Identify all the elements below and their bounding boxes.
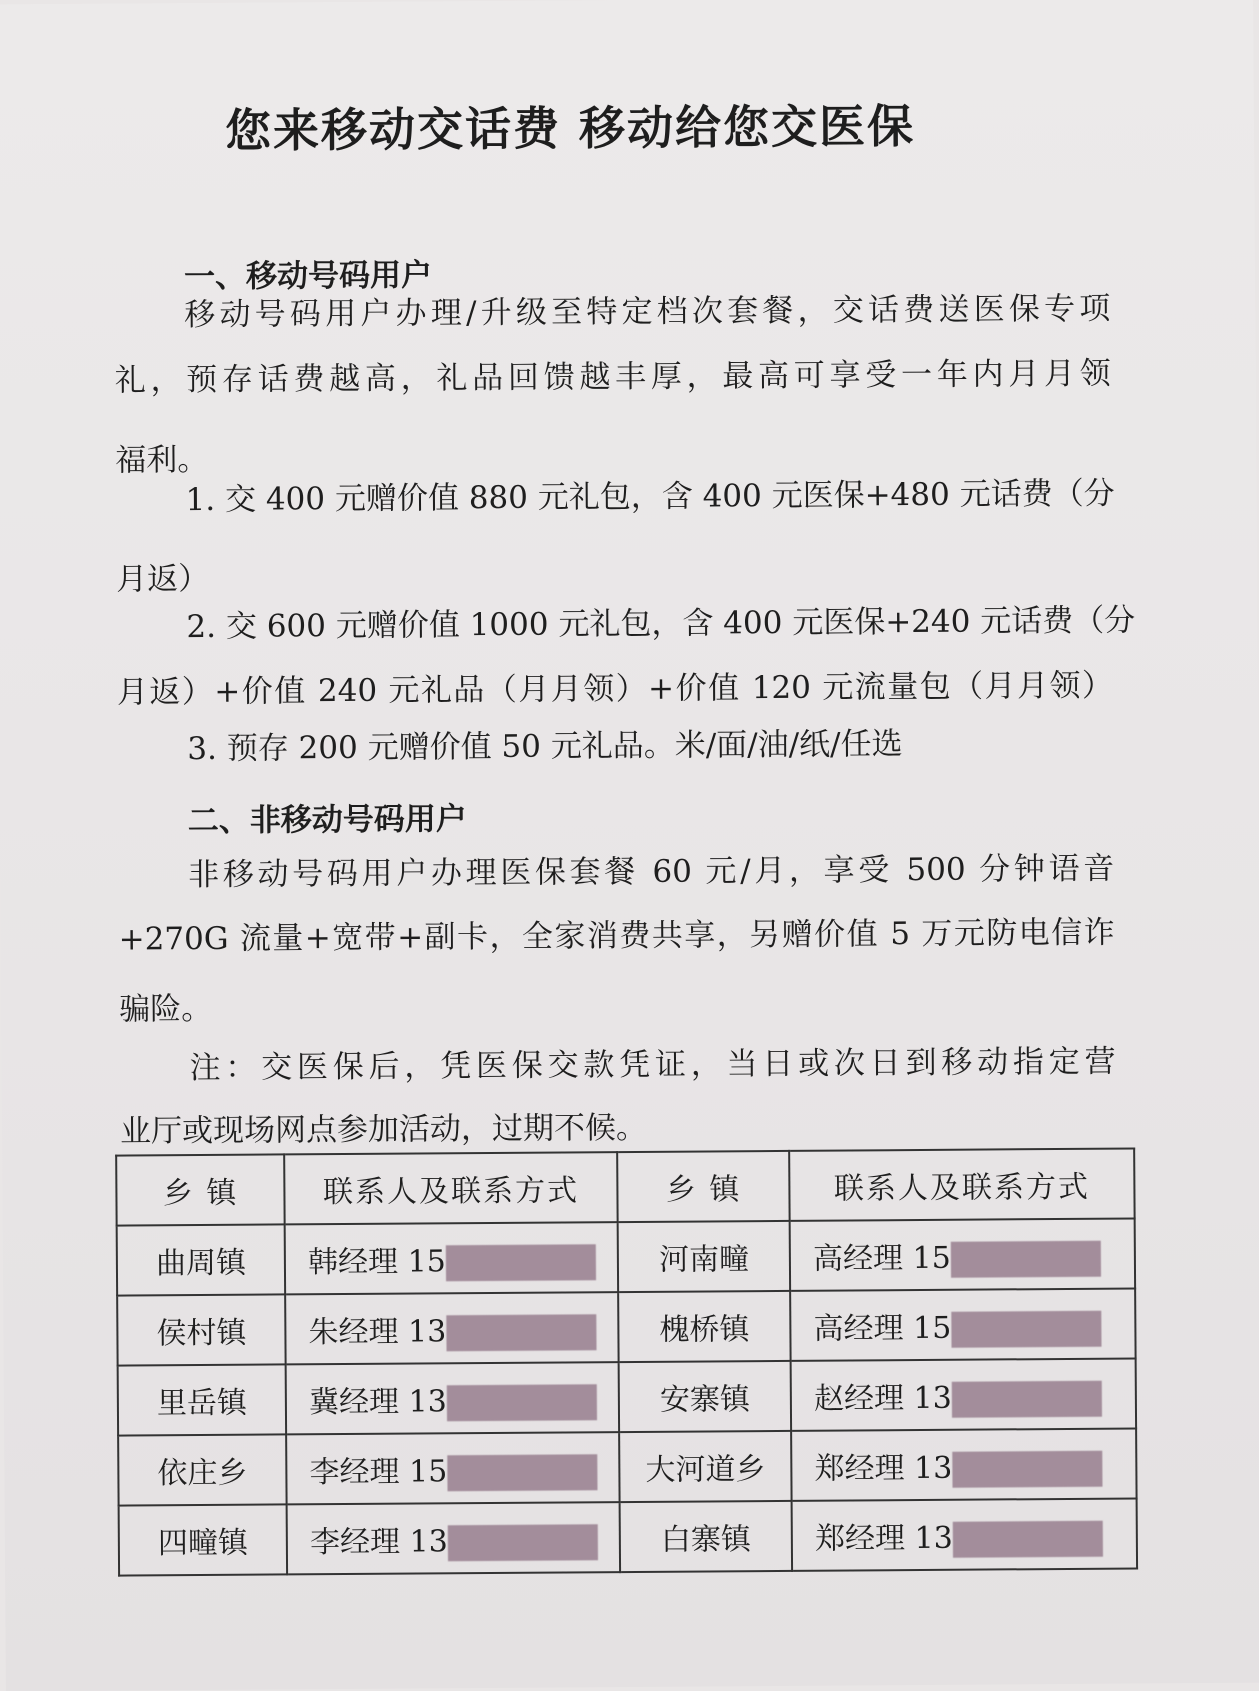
contact-text: 李经理 13 xyxy=(309,1523,448,1560)
contact-cell xyxy=(791,1428,1136,1500)
section1-heading: 一、移动号码用户 xyxy=(183,257,433,296)
town-name: 侯村镇 xyxy=(156,1315,247,1352)
section2-heading: 二、非移动号码用户 xyxy=(187,801,467,840)
town-name: 依庄乡 xyxy=(157,1455,248,1492)
redacted-phone xyxy=(951,1240,1101,1277)
contact-cell xyxy=(791,1358,1136,1430)
town-cell xyxy=(619,1431,792,1502)
contact-text: 郑经理 13 xyxy=(814,1450,953,1487)
town-cell xyxy=(620,1501,793,1572)
section1-line: 福利。 xyxy=(115,441,209,479)
contact-cell xyxy=(285,1292,618,1364)
redacted-phone xyxy=(448,1524,598,1561)
contact-text: 朱经理 13 xyxy=(308,1313,447,1350)
town-name: 里岳镇 xyxy=(156,1385,248,1422)
section2-line: 骗险。 xyxy=(119,990,213,1028)
town-cell xyxy=(618,1221,791,1292)
table-row xyxy=(118,1428,1136,1505)
contact-cell xyxy=(790,1218,1135,1290)
contact-text: 高经理 15 xyxy=(813,1310,952,1347)
item2-line: 2. 交 600 元赠价值 1000 元礼包，含 400 元医保+240 元话费（分 xyxy=(186,602,1136,646)
redacted-phone xyxy=(447,1454,597,1491)
redacted-phone xyxy=(446,1244,596,1281)
town-name: 四疃镇 xyxy=(157,1525,249,1562)
redacted-phone xyxy=(447,1384,597,1421)
page-title: 您来移动交话费 移动给您交医保 xyxy=(224,98,916,158)
item1-line: 月返） xyxy=(116,560,210,598)
section1-line: 移动号码用户办理/升级至特定档次套餐，交话费送医保专项 xyxy=(184,290,1111,334)
contact-cell xyxy=(285,1222,618,1294)
contact-text: 郑经理 13 xyxy=(814,1520,953,1557)
header-town: 乡 镇 xyxy=(617,1151,790,1222)
town-name: 河南疃 xyxy=(658,1242,750,1278)
header-town: 乡 镇 xyxy=(116,1154,285,1225)
contact-cell xyxy=(790,1288,1135,1360)
note-line: 注：交医保后，凭医保交款凭证，当日或次日到移动指定营 xyxy=(189,1043,1116,1087)
contact-text: 韩经理 15 xyxy=(307,1243,446,1280)
item1-line: 1. 交 400 元赠价值 880 元礼包，含 400 元医保+480 元话费（分 xyxy=(185,475,1115,519)
table-header-row xyxy=(116,1148,1134,1225)
town-name: 槐桥镇 xyxy=(659,1312,750,1348)
contact-cell xyxy=(287,1502,620,1574)
town-cell xyxy=(118,1434,287,1505)
note-line: 业厅或现场网点参加活动，过期不候。 xyxy=(119,1109,648,1150)
redacted-phone xyxy=(446,1314,596,1351)
redacted-phone xyxy=(952,1450,1102,1487)
redacted-phone xyxy=(951,1310,1101,1347)
header-contact: 联系人及联系方式 xyxy=(789,1148,1134,1220)
town-cell xyxy=(117,1224,286,1295)
redacted-phone xyxy=(953,1520,1103,1557)
town-cell xyxy=(619,1361,792,1432)
contact-text: 李经理 15 xyxy=(309,1453,448,1490)
item2-line: 月返）+价值 240 元礼品（月月领）+价值 120 元流量包（月月领） xyxy=(116,667,1114,711)
town-cell xyxy=(118,1364,287,1435)
section1-line: 礼，预存话费越高，礼品回馈越丰厚，最高可享受一年内月月领 xyxy=(114,355,1111,399)
section2-line: +270G 流量+宽带+副卡，全家消费共享，另赠价值 5 万元防电信诈 xyxy=(118,914,1115,958)
item3-line: 3. 预存 200 元赠价值 50 元礼品。米/面/油/纸/任选 xyxy=(187,726,903,768)
table-row xyxy=(117,1288,1135,1365)
town-cell xyxy=(119,1504,288,1575)
redacted-phone xyxy=(952,1380,1102,1417)
table-row xyxy=(117,1218,1135,1295)
town-name: 安寨镇 xyxy=(659,1382,751,1418)
contact-text: 高经理 15 xyxy=(812,1240,951,1277)
header-contact: 联系人及联系方式 xyxy=(284,1152,617,1224)
town-cell xyxy=(117,1294,286,1365)
town-name: 大河道乡 xyxy=(645,1452,766,1488)
section2-line: 非移动号码用户办理医保套餐 60 元/月，享受 500 分钟语音 xyxy=(188,850,1115,894)
town-cell xyxy=(618,1291,791,1362)
town-name: 曲周镇 xyxy=(155,1245,247,1282)
contact-cell xyxy=(792,1498,1137,1570)
contact-cell xyxy=(286,1362,619,1434)
town-name: 白寨镇 xyxy=(660,1522,752,1558)
contact-text: 冀经理 13 xyxy=(308,1383,447,1420)
table-row xyxy=(118,1358,1136,1435)
contact-table xyxy=(115,1147,1138,1576)
table-row xyxy=(119,1498,1137,1575)
contact-text: 赵经理 13 xyxy=(813,1380,952,1417)
contact-cell xyxy=(286,1432,619,1504)
